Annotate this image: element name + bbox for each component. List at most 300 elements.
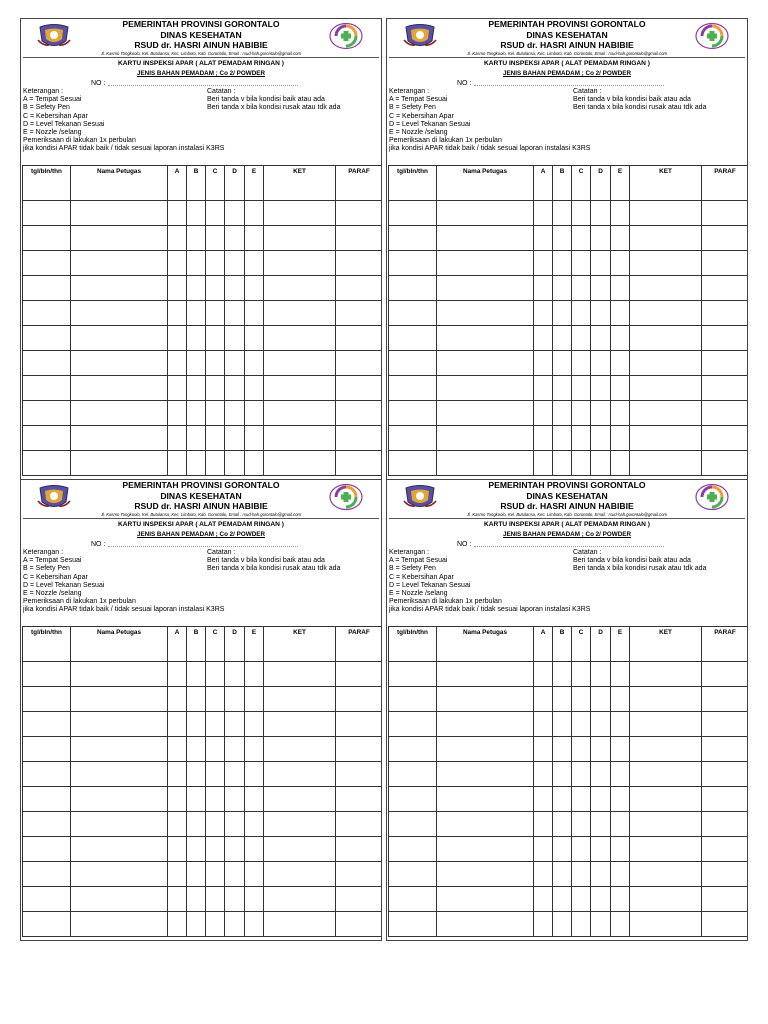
- table-cell: [206, 687, 225, 712]
- table-cell: [168, 251, 187, 276]
- table-cell: [225, 376, 245, 401]
- header-address: Jl. Kasmo Tongkoolo, Kel. Butulansa, Kec. Limboto, Kab. Gorontalo, Email : rsud-hah.gorontalo@gmail.com: [100, 50, 302, 56]
- table-cell: [437, 451, 534, 476]
- table-cell: [389, 451, 437, 476]
- table-cell: [611, 326, 630, 351]
- inspection-table: [388, 626, 748, 937]
- table-cell: [611, 712, 630, 737]
- table-row: [23, 301, 383, 326]
- header-line-3: RSUD dr. HASRI AINUN HABIBIE: [500, 40, 634, 50]
- apar-inspection-card: [20, 479, 382, 941]
- table-cell: [23, 451, 71, 476]
- table-cell: [206, 301, 225, 326]
- table-cell: [437, 226, 534, 251]
- table-cell: [225, 662, 245, 687]
- table-cell: [611, 426, 630, 451]
- table-cell: [591, 351, 611, 376]
- table-cell: [553, 401, 572, 426]
- table-cell: [71, 912, 168, 937]
- catatan-line-2: Beri tanda x bila kondisi rusak atau tdk ada: [207, 565, 341, 573]
- table-cell: [206, 451, 225, 476]
- column-header: A: [168, 627, 187, 662]
- table-cell: [553, 451, 572, 476]
- table-cell: [225, 201, 245, 226]
- table-cell: [206, 912, 225, 937]
- table-cell: [245, 326, 264, 351]
- table-row: [23, 787, 383, 812]
- table-cell: [572, 351, 591, 376]
- table-cell: [23, 426, 71, 451]
- column-header: A: [168, 166, 187, 201]
- table-cell: [553, 812, 572, 837]
- table-cell: [168, 712, 187, 737]
- column-header: C: [206, 627, 225, 662]
- table-cell: [336, 276, 383, 301]
- table-cell: [591, 887, 611, 912]
- card-header: [21, 19, 381, 57]
- table-cell: [702, 426, 749, 451]
- table-cell: [437, 201, 534, 226]
- table-row: [23, 376, 383, 401]
- table-cell: [264, 376, 336, 401]
- table-row: [389, 451, 749, 476]
- table-cell: [336, 451, 383, 476]
- table-cell: [187, 251, 206, 276]
- note-report: jika kondisi APAR tidak baik / tidak sesuai laporan instalasi K3RS: [23, 606, 225, 614]
- table-cell: [553, 326, 572, 351]
- table-cell: [23, 912, 71, 937]
- table-cell: [534, 887, 553, 912]
- table-cell: [206, 862, 225, 887]
- table-cell: [245, 737, 264, 762]
- catatan-line-1: Beri tanda v bila kondisi baik atau ada: [207, 96, 325, 104]
- table-cell: [534, 687, 553, 712]
- legend-d: D = Level Tekanan Sesuai: [23, 120, 105, 128]
- table-row: [23, 401, 383, 426]
- table-cell: [168, 351, 187, 376]
- table-cell: [225, 687, 245, 712]
- table-cell: [534, 451, 553, 476]
- table-cell: [534, 226, 553, 251]
- provincial-crest-icon: [37, 484, 71, 510]
- table-body: [389, 201, 749, 476]
- table-cell: [206, 737, 225, 762]
- table-cell: [245, 762, 264, 787]
- table-cell: [71, 812, 168, 837]
- provincial-crest-icon: [37, 23, 71, 49]
- column-header: D: [591, 627, 611, 662]
- table-cell: [71, 662, 168, 687]
- table-cell: [71, 201, 168, 226]
- header-address: Jl. Kasmo Tongkoolo, Kel. Butulansa, Kec. Limboto, Kab. Gorontalo, Email : rsud-hah.gorontalo@gmail.com: [466, 511, 668, 517]
- table-cell: [245, 787, 264, 812]
- table-cell: [71, 862, 168, 887]
- header-line-1: PEMERINTAH PROVINSI GORONTALO: [122, 480, 280, 490]
- inspection-table: [388, 165, 748, 476]
- header-divider: [389, 518, 745, 519]
- legend-b: B = Sefety Pen: [389, 104, 436, 112]
- table-cell: [702, 912, 749, 937]
- table-cell: [225, 401, 245, 426]
- table-row: [389, 862, 749, 887]
- table-cell: [336, 837, 383, 862]
- inspection-table: [22, 165, 382, 476]
- table-cell: [591, 226, 611, 251]
- table-cell: [553, 662, 572, 687]
- keterangan-heading: Keterangan :: [389, 88, 430, 95]
- table-cell: [553, 301, 572, 326]
- table-cell: [264, 762, 336, 787]
- table-cell: [187, 812, 206, 837]
- table-cell: [225, 862, 245, 887]
- table-cell: [553, 762, 572, 787]
- table-cell: [702, 301, 749, 326]
- table-cell: [245, 426, 264, 451]
- table-cell: [71, 301, 168, 326]
- note-frequency: Pemeriksaan di lakukan 1x perbulan: [389, 137, 502, 145]
- table-cell: [572, 326, 591, 351]
- table-cell: [336, 662, 383, 687]
- table-cell: [572, 912, 591, 937]
- table-row: [389, 837, 749, 862]
- table-cell: [187, 226, 206, 251]
- table-cell: [437, 762, 534, 787]
- column-header: D: [591, 166, 611, 201]
- apar-inspection-card: [386, 479, 748, 941]
- table-cell: [702, 226, 749, 251]
- table-cell: [23, 812, 71, 837]
- catatan-heading: Catatan :: [573, 88, 602, 95]
- table-cell: [187, 451, 206, 476]
- table-row: [389, 662, 749, 687]
- table-row: [389, 912, 749, 937]
- table-cell: [702, 376, 749, 401]
- table-cell: [553, 376, 572, 401]
- number-blank: [108, 80, 298, 86]
- table-row: [389, 301, 749, 326]
- table-cell: [225, 737, 245, 762]
- column-header: E: [245, 166, 264, 201]
- table-cell: [264, 351, 336, 376]
- column-header: tgl/bln/thn: [389, 166, 437, 201]
- table-cell: [264, 401, 336, 426]
- table-cell: [206, 662, 225, 687]
- card-subtitle: JENIS BAHAN PEMADAM ; Co 2/ POWDER: [136, 531, 266, 538]
- table-cell: [23, 887, 71, 912]
- table-cell: [264, 662, 336, 687]
- table-cell: [611, 862, 630, 887]
- table-cell: [71, 451, 168, 476]
- apar-inspection-card: [20, 18, 382, 480]
- column-header: tgl/bln/thn: [389, 627, 437, 662]
- note-report: jika kondisi APAR tidak baik / tidak sesuai laporan instalasi K3RS: [389, 606, 591, 614]
- note-report: jika kondisi APAR tidak baik / tidak sesuai laporan instalasi K3RS: [389, 145, 591, 153]
- table-cell: [389, 662, 437, 687]
- table-cell: [187, 276, 206, 301]
- table-cell: [611, 401, 630, 426]
- table-row: [23, 762, 383, 787]
- header-line-2: DINAS KESEHATAN: [526, 490, 608, 501]
- table-cell: [389, 912, 437, 937]
- table-cell: [611, 251, 630, 276]
- card-header: [21, 480, 381, 518]
- table-row: [23, 326, 383, 351]
- table-cell: [534, 326, 553, 351]
- apar-inspection-card: [386, 18, 748, 480]
- table-cell: [611, 912, 630, 937]
- card-title: KARTU INSPEKSI APAR ( ALAT PEMADAM RINGAN ): [118, 60, 284, 67]
- table-cell: [225, 426, 245, 451]
- table-cell: [553, 887, 572, 912]
- table-cell: [534, 426, 553, 451]
- table-cell: [336, 226, 383, 251]
- table-cell: [245, 276, 264, 301]
- catatan-block: [207, 549, 340, 574]
- table-cell: [168, 862, 187, 887]
- table-cell: [534, 276, 553, 301]
- table-cell: [245, 251, 264, 276]
- table-cell: [591, 762, 611, 787]
- table-cell: [71, 351, 168, 376]
- table-cell: [336, 251, 383, 276]
- header-line-1: PEMERINTAH PROVINSI GORONTALO: [488, 480, 646, 490]
- header-line-2: DINAS KESEHATAN: [160, 490, 242, 501]
- table-cell: [71, 837, 168, 862]
- table-cell: [591, 201, 611, 226]
- table-cell: [553, 687, 572, 712]
- table-cell: [553, 276, 572, 301]
- table-cell: [702, 276, 749, 301]
- table-cell: [245, 376, 264, 401]
- table-cell: [702, 762, 749, 787]
- table-cell: [206, 276, 225, 301]
- column-header: PARAF: [702, 627, 749, 662]
- table-cell: [168, 912, 187, 937]
- table-cell: [23, 326, 71, 351]
- table-cell: [264, 862, 336, 887]
- column-header: PARAF: [702, 166, 749, 201]
- table-header-row: [23, 627, 383, 662]
- legend-b: B = Sefety Pen: [23, 104, 70, 112]
- catatan-line-1: Beri tanda v bila kondisi baik atau ada: [207, 557, 325, 565]
- table-cell: [534, 762, 553, 787]
- number-label: NO :: [91, 80, 106, 87]
- table-cell: [611, 812, 630, 837]
- table-cell: [572, 812, 591, 837]
- header-line-1: PEMERINTAH PROVINSI GORONTALO: [122, 19, 280, 29]
- table-cell: [264, 276, 336, 301]
- legend-a: A = Tempat Sesuai: [389, 96, 448, 104]
- table-cell: [264, 251, 336, 276]
- column-header: Nama Petugas: [71, 166, 168, 201]
- table-cell: [389, 226, 437, 251]
- table-cell: [336, 862, 383, 887]
- table-cell: [168, 837, 187, 862]
- table-cell: [206, 712, 225, 737]
- table-cell: [553, 201, 572, 226]
- table-cell: [23, 376, 71, 401]
- table-row: [389, 812, 749, 837]
- table-cell: [206, 251, 225, 276]
- table-cell: [534, 862, 553, 887]
- number-label: NO :: [457, 80, 472, 87]
- column-header: E: [611, 166, 630, 201]
- table-cell: [245, 712, 264, 737]
- table-cell: [23, 737, 71, 762]
- table-cell: [264, 737, 336, 762]
- table-cell: [264, 787, 336, 812]
- table-cell: [264, 301, 336, 326]
- table-cell: [630, 812, 702, 837]
- legend-d: D = Level Tekanan Sesuai: [389, 581, 471, 589]
- hospital-logo-icon: [329, 483, 363, 511]
- table-cell: [630, 451, 702, 476]
- table-cell: [534, 201, 553, 226]
- table-cell: [389, 376, 437, 401]
- table-cell: [23, 787, 71, 812]
- table-row: [389, 226, 749, 251]
- table-cell: [437, 426, 534, 451]
- column-header: B: [553, 166, 572, 201]
- table-cell: [591, 376, 611, 401]
- table-cell: [702, 351, 749, 376]
- table-cell: [168, 376, 187, 401]
- table-cell: [611, 351, 630, 376]
- table-cell: [264, 687, 336, 712]
- table-cell: [336, 376, 383, 401]
- hospital-logo-icon: [695, 483, 729, 511]
- table-cell: [225, 226, 245, 251]
- table-cell: [437, 401, 534, 426]
- table-cell: [534, 712, 553, 737]
- table-cell: [572, 201, 591, 226]
- table-cell: [591, 787, 611, 812]
- table-cell: [630, 251, 702, 276]
- table-cell: [71, 737, 168, 762]
- table-cell: [336, 301, 383, 326]
- table-cell: [702, 737, 749, 762]
- table-cell: [187, 762, 206, 787]
- catatan-line-2: Beri tanda x bila kondisi rusak atau tdk ada: [207, 104, 341, 112]
- table-cell: [187, 301, 206, 326]
- table-cell: [206, 762, 225, 787]
- header-line-3: RSUD dr. HASRI AINUN HABIBIE: [134, 501, 268, 511]
- header-address: Jl. Kasmo Tongkoolo, Kel. Butulansa, Kec. Limboto, Kab. Gorontalo, Email : rsud-hah.gorontalo@gmail.com: [466, 50, 668, 56]
- table-cell: [71, 226, 168, 251]
- table-cell: [389, 251, 437, 276]
- table-row: [389, 351, 749, 376]
- table-cell: [630, 887, 702, 912]
- table-cell: [437, 251, 534, 276]
- table-cell: [168, 812, 187, 837]
- legend-e: E = Nozzle /selang: [23, 129, 82, 137]
- header-line-2: DINAS KESEHATAN: [160, 29, 242, 40]
- table-cell: [611, 301, 630, 326]
- table-cell: [187, 887, 206, 912]
- table-cell: [572, 837, 591, 862]
- table-cell: [187, 401, 206, 426]
- provincial-crest-icon: [403, 484, 437, 510]
- table-cell: [591, 737, 611, 762]
- table-cell: [702, 887, 749, 912]
- table-cell: [437, 787, 534, 812]
- table-cell: [187, 662, 206, 687]
- table-cell: [437, 662, 534, 687]
- number-field: [91, 79, 381, 88]
- table-cell: [264, 837, 336, 862]
- column-header: C: [572, 627, 591, 662]
- table-row: [23, 251, 383, 276]
- table-cell: [336, 426, 383, 451]
- column-header: tgl/bln/thn: [23, 166, 71, 201]
- table-cell: [168, 787, 187, 812]
- table-cell: [225, 837, 245, 862]
- legend-b: B = Sefety Pen: [389, 565, 436, 573]
- table-cell: [591, 401, 611, 426]
- table-cell: [389, 812, 437, 837]
- table-cell: [23, 201, 71, 226]
- table-cell: [437, 712, 534, 737]
- table-cell: [630, 687, 702, 712]
- table-cell: [168, 451, 187, 476]
- note-frequency: Pemeriksaan di lakukan 1x perbulan: [389, 598, 502, 606]
- header-line-3: RSUD dr. HASRI AINUN HABIBIE: [134, 40, 268, 50]
- table-row: [23, 887, 383, 912]
- table-cell: [553, 251, 572, 276]
- table-cell: [225, 787, 245, 812]
- note-frequency: Pemeriksaan di lakukan 1x perbulan: [23, 137, 136, 145]
- table-cell: [264, 426, 336, 451]
- table-cell: [611, 201, 630, 226]
- column-header: C: [206, 166, 225, 201]
- table-cell: [389, 887, 437, 912]
- column-header: A: [534, 166, 553, 201]
- table-cell: [611, 787, 630, 812]
- header-line-3: RSUD dr. HASRI AINUN HABIBIE: [500, 501, 634, 511]
- catatan-block: [573, 88, 706, 113]
- table-cell: [389, 201, 437, 226]
- table-cell: [168, 762, 187, 787]
- table-cell: [630, 201, 702, 226]
- card-subtitle: JENIS BAHAN PEMADAM ; Co 2/ POWDER: [136, 70, 266, 77]
- table-cell: [23, 837, 71, 862]
- header-divider: [23, 518, 379, 519]
- table-cell: [245, 887, 264, 912]
- table-cell: [591, 251, 611, 276]
- table-cell: [187, 912, 206, 937]
- table-row: [389, 687, 749, 712]
- table-cell: [187, 737, 206, 762]
- table-body: [389, 662, 749, 937]
- table-cell: [572, 662, 591, 687]
- table-cell: [225, 812, 245, 837]
- table-cell: [702, 812, 749, 837]
- table-row: [23, 737, 383, 762]
- table-cell: [336, 401, 383, 426]
- table-cell: [206, 887, 225, 912]
- table-cell: [245, 401, 264, 426]
- table-cell: [225, 712, 245, 737]
- hospital-logo-icon: [329, 22, 363, 50]
- table-cell: [225, 301, 245, 326]
- keterangan-heading: Keterangan :: [389, 549, 430, 556]
- table-cell: [611, 376, 630, 401]
- table-cell: [591, 301, 611, 326]
- table-cell: [71, 712, 168, 737]
- table-header-row: [389, 627, 749, 662]
- table-cell: [336, 912, 383, 937]
- table-cell: [572, 401, 591, 426]
